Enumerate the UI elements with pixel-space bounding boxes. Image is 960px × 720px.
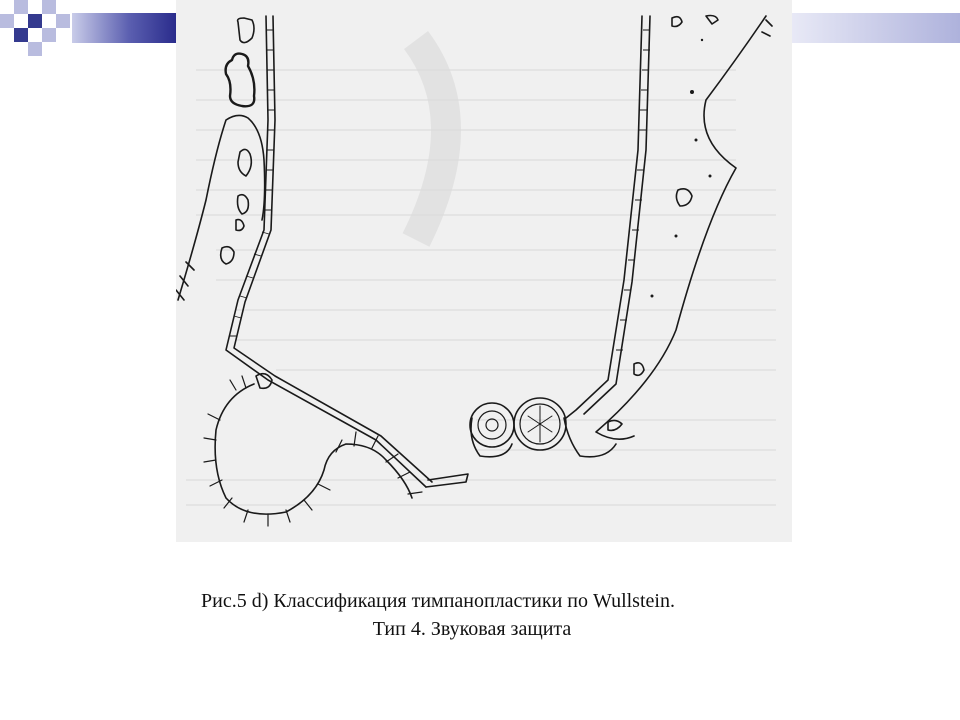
tympanoplasty-diagram-drawing (176, 0, 792, 542)
figure-caption-line1: Рис.5 d) Классификация тимпанопластики по Wullstein. (201, 590, 675, 612)
tympanoplasty-diagram (176, 0, 792, 542)
checker-squares-icon (0, 0, 80, 64)
header-bar-left (72, 13, 176, 43)
figure-background (176, 0, 792, 542)
header-bar-right (792, 13, 960, 43)
figure-caption-line2: Тип 4. Звуковая защита (372, 618, 572, 640)
